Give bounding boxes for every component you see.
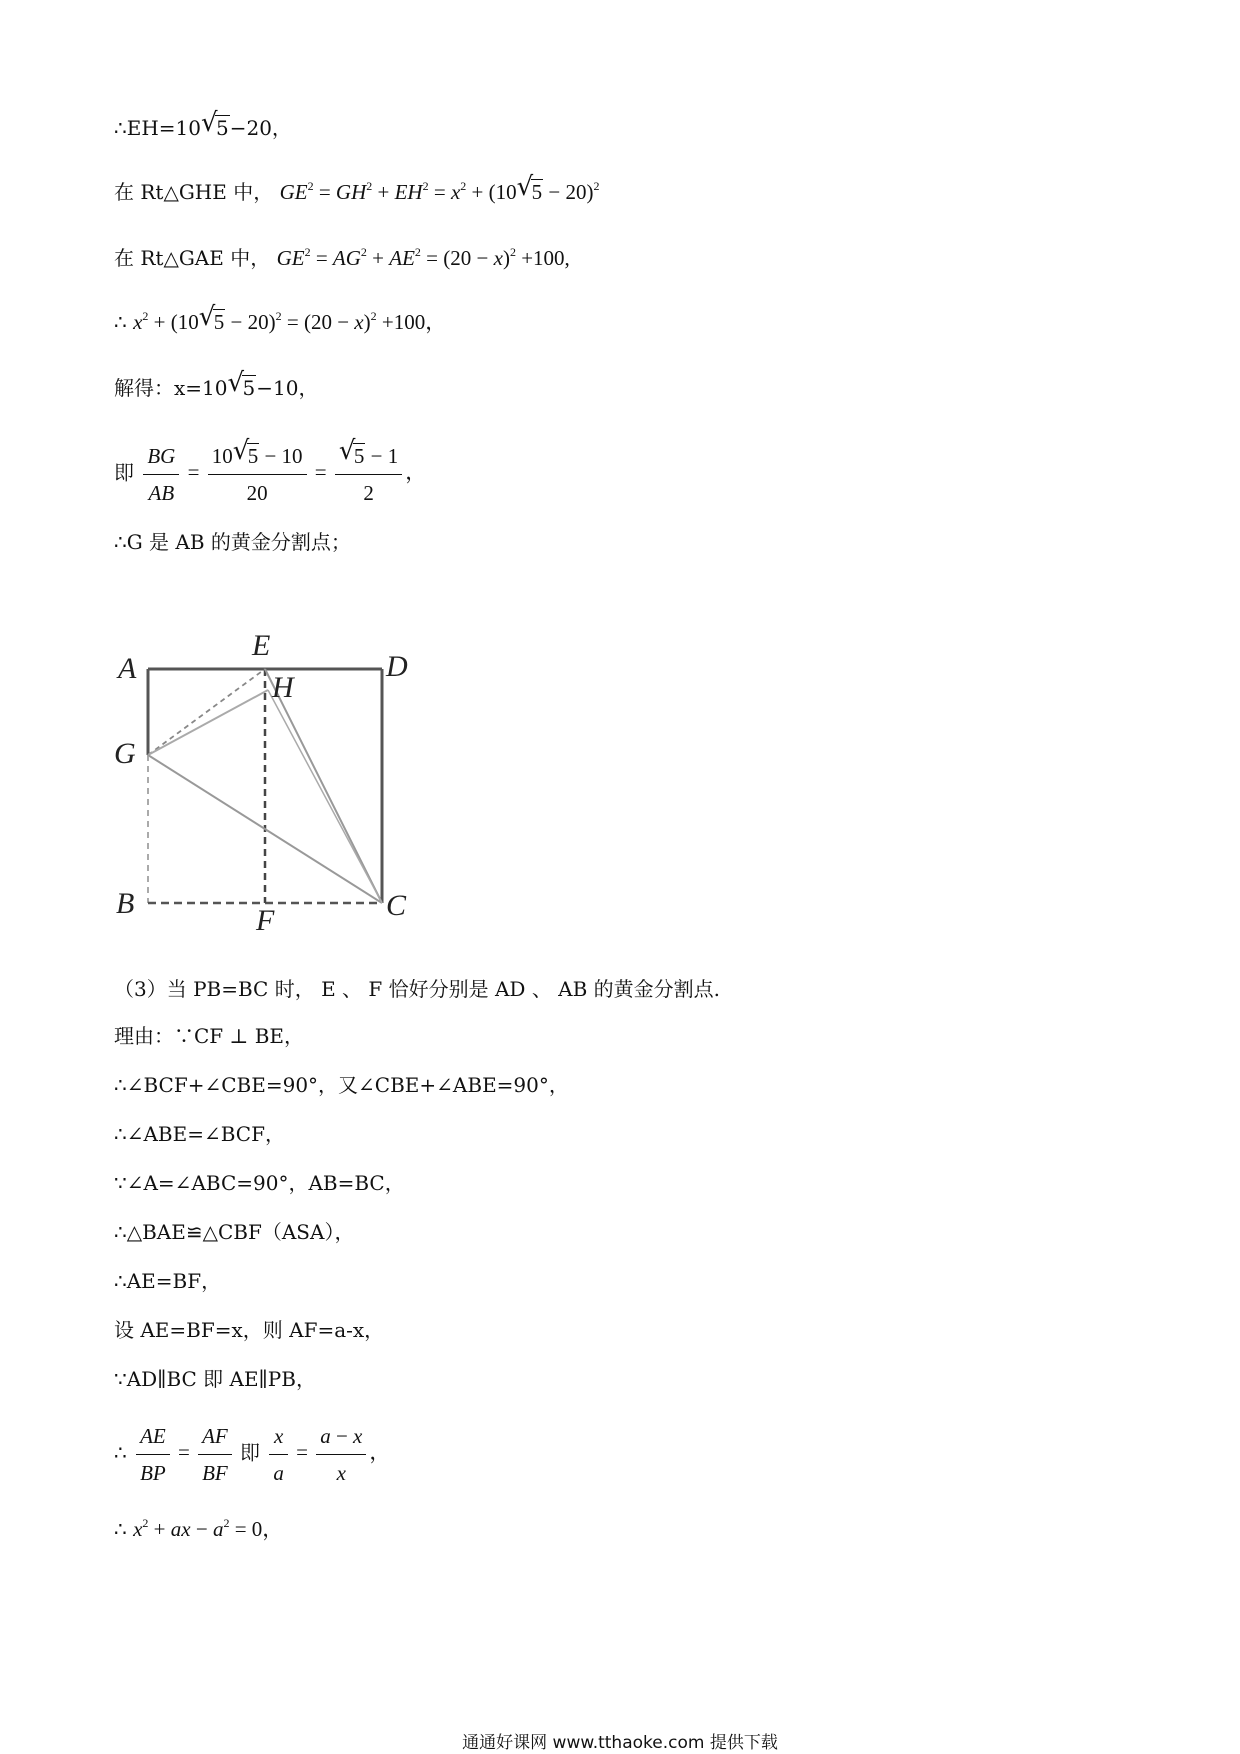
- label-g: G: [114, 737, 136, 770]
- label-h: H: [272, 671, 294, 704]
- line-conclusion: ∴G 是 AB 的黄金分割点；: [114, 530, 351, 554]
- line-solve: 解得：x=10 √ 5−10，: [114, 368, 319, 400]
- page-footer: 通通好课网 www.tthaoke.com 提供下载: [462, 1733, 778, 1753]
- line-reason: 理由：∵CF ⊥ BE，: [114, 1024, 304, 1048]
- line-ae-bf: ∴AE=BF，: [114, 1269, 222, 1293]
- line-proportion: ∴ $\frac{AE}{BP}$ = $\frac{AF}{BF}$ 即 $\frac{x}{a}$ = $\frac{a - x}{x}$ ，: [114, 1420, 390, 1489]
- line-rt-ghe: 在 Rt△GHE 中， $GE^2 = GH^2 + EH^2 = x^2 + (10$ √ 5 − 20)$^2$: [114, 172, 600, 204]
- line-quadratic: ∴ $x^2$ + ax − $a^2 = 0$，: [114, 1516, 284, 1541]
- line-angle-eq: ∴∠ABE=∠BCF，: [114, 1122, 285, 1146]
- label-a: A: [118, 652, 137, 685]
- label-b: B: [116, 887, 135, 920]
- line-part3: （3）当 PB=BC 时， E 、 F 恰好分别是 AD 、 AB 的黄金分割点.: [114, 977, 721, 1001]
- label-d: D: [386, 650, 408, 683]
- line-ratio: 即 $\frac{BG}{AB}$ = 10 √ 5 − 10 20 = √ 5 − 1 2 ，: [114, 436, 427, 505]
- line-given: ∵∠A=∠ABC=90°，AB=BC，: [114, 1171, 405, 1195]
- label-c: C: [386, 889, 407, 922]
- line-angle-sum: ∴∠BCF+∠CBE=90°，又∠CBE+∠ABE=90°，: [114, 1073, 569, 1097]
- line-eh: ∴EH=10 √ 5−20，: [114, 108, 292, 140]
- line-rt-gae: 在 Rt△GAE 中， $GE^2 = AG^2 + AE^2 = (20 - x)^2 +100$,: [114, 245, 570, 270]
- geometry-figure: [110, 620, 430, 930]
- line-let: 设 AE=BF=x，则 AF=a-x，: [114, 1318, 385, 1342]
- label-e: E: [252, 629, 271, 662]
- line-parallel: ∵AD∥BC 即 AE∥PB，: [114, 1367, 316, 1391]
- line-equation: ∴ $x^2 + (10$ √ $5 - 20)^2 = (20 - x)^2 +100$，: [114, 302, 447, 334]
- label-f: F: [256, 904, 275, 930]
- line-congruent: ∴△BAE≌△CBF（ASA），: [114, 1220, 355, 1244]
